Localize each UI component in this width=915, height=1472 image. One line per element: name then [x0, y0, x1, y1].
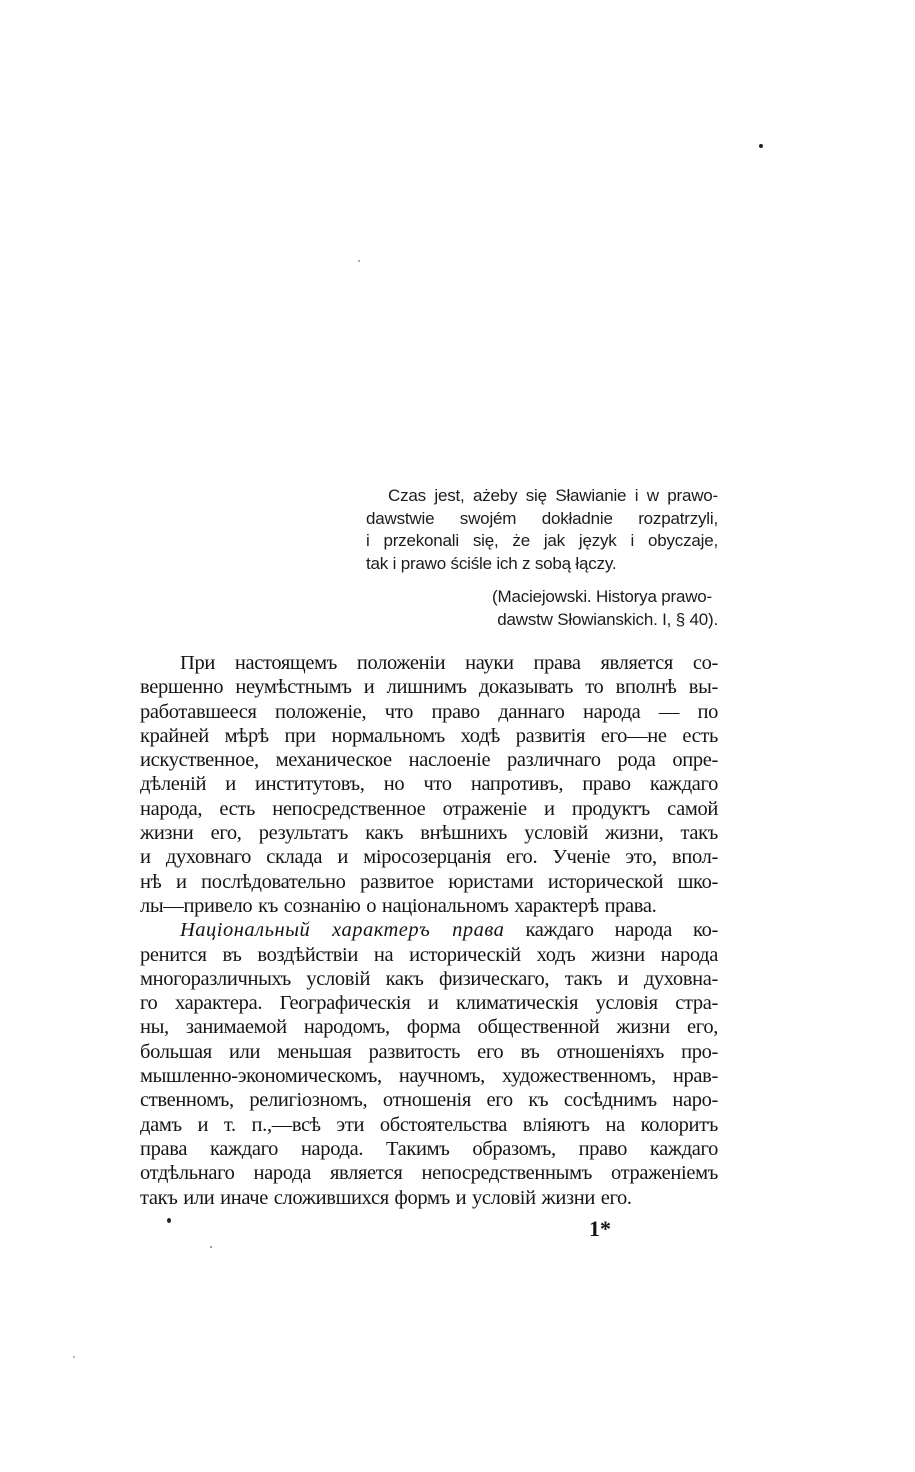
body-line	[140, 918, 718, 942]
body-line: ны, занимаемой народомъ, форма общественной жизни его,	[140, 1016, 718, 1039]
epigraph-line: i przekonali się, że jak język i obyczaje,	[366, 531, 718, 550]
body-line: лы—привело къ сознанію о національномъ характерѣ права.	[140, 894, 657, 917]
body-line: го характера. Географическія и климатическія условія стра-	[140, 992, 718, 1015]
body-line-rest: каждаго народа ко-	[504, 919, 718, 942]
body-text	[140, 651, 718, 1210]
body-line: отдѣльнаго народа является непосредственнымъ отраженіемъ	[140, 1162, 718, 1185]
epigraph-line: tak i prawo ściśle ich z sobą łączy.	[366, 553, 617, 573]
ink-speck	[167, 1218, 171, 1223]
body-line: дамъ и т. п.,—всѣ эти обстоятельства вліяютъ на колоритъ	[140, 1113, 718, 1136]
body-line: большая или меньшая развитость его въ отношеніяхъ про-	[140, 1040, 718, 1063]
citation-line: (Maciejowski. Historya prawo-	[492, 587, 712, 606]
ink-speck	[358, 260, 360, 262]
epigraph-citation	[366, 586, 718, 631]
emphasized-term: Національный характеръ права	[180, 919, 505, 942]
body-line: права каждаго народа. Такимъ образомъ, право каждаго	[140, 1137, 718, 1160]
ink-speck	[73, 1356, 75, 1358]
body-line: нѣ и послѣдовательно развитое юристами исторической шко-	[140, 870, 718, 893]
epigraph	[366, 485, 718, 575]
body-line: ренится въ воздѣйствіи на историческій ходъ жизни народа	[140, 943, 718, 966]
body-line: народа, есть непосредственное отраженіе и продуктъ самой	[140, 797, 718, 820]
page-number: 1*	[589, 1216, 611, 1241]
body-line: работавшееся положеніе, что право даннаго народа — по	[140, 700, 718, 723]
body-line: дѣленій и институтовъ, но что напротивъ, право каждаго	[140, 773, 718, 796]
epigraph-line: dawstwie swojém dokładnie rozpatrzyli,	[366, 508, 718, 528]
body-line: ственномъ, религіозномъ, отношенія его къ сосѣднимъ наро-	[140, 1089, 718, 1112]
ink-speck	[759, 144, 763, 148]
body-line: искуственное, механическое наслоеніе различнаго рода опре-	[140, 749, 718, 772]
epigraph-line: Czas jest, ażeby się Sławianie i w prawo-	[388, 486, 718, 505]
ink-speck	[210, 1246, 212, 1248]
body-line: жизни его, результатъ какъ внѣшнихъ условій жизни, такъ	[140, 822, 718, 845]
body-line: мышленно-экономическомъ, научномъ, художественномъ, нрав-	[140, 1065, 718, 1088]
body-line: и духовнаго склада и міросозерцанія его. Ученіе это, впол-	[140, 846, 718, 869]
body-line: вершенно неумѣстнымъ и лишнимъ доказывать то вполнѣ вы-	[140, 676, 718, 699]
body-line: При настоящемъ положеніи науки права является со-	[180, 652, 718, 674]
citation-line: dawstw Słowianskich. I, § 40).	[497, 609, 718, 629]
body-line: такъ или иначе сложившихся формъ и условій жизни его.	[140, 1186, 632, 1209]
body-line: крайней мѣрѣ при нормальномъ ходѣ развитія его—не есть	[140, 724, 718, 747]
body-line: многоразличныхъ условій какъ физическаго, такъ и духовна-	[140, 967, 718, 990]
